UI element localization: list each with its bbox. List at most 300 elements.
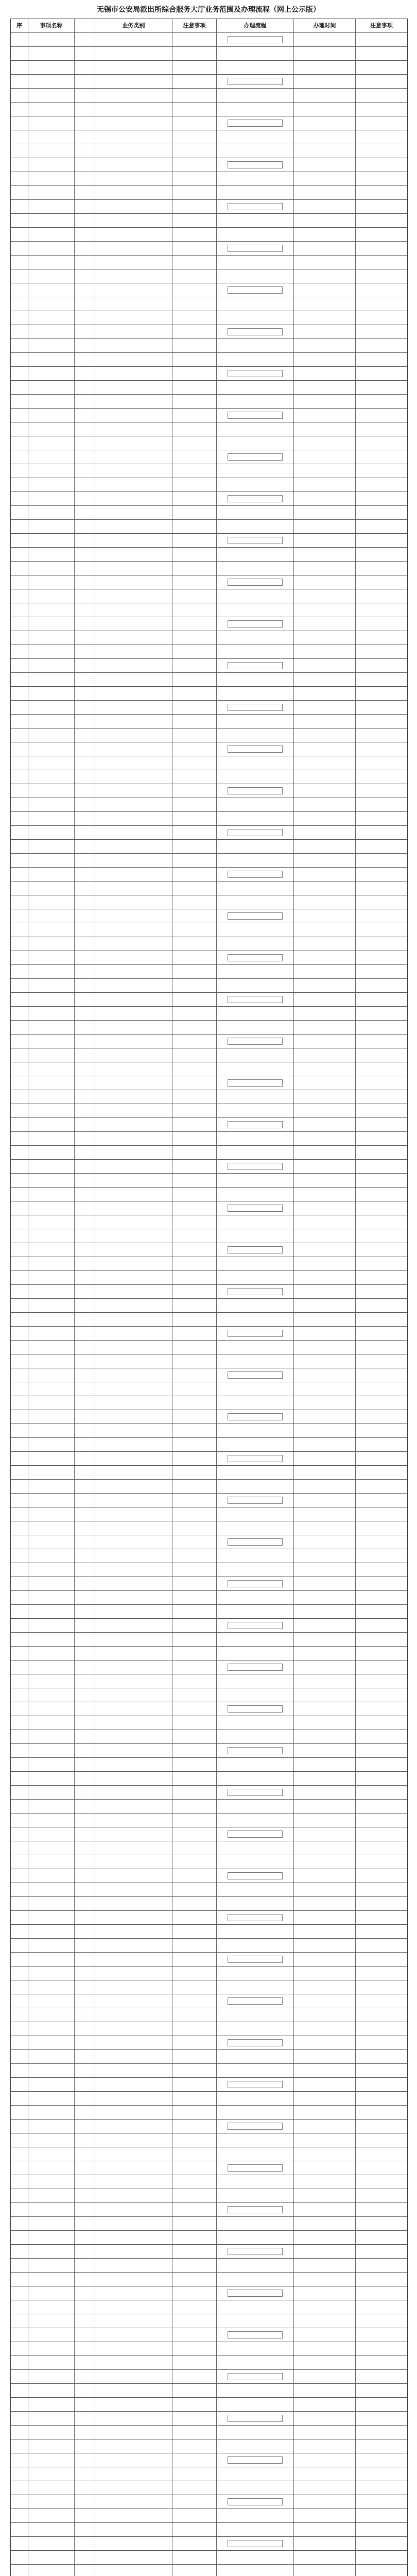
- table-cell: [356, 1076, 407, 1090]
- table-cell: [95, 673, 172, 686]
- table-cell: [75, 1563, 95, 1577]
- table-cell: [172, 283, 217, 297]
- table-cell: [217, 506, 294, 519]
- table-cell: [28, 75, 75, 88]
- table-cell: [11, 2300, 28, 2314]
- table-cell: [356, 1619, 407, 1632]
- table-row: [11, 200, 407, 214]
- table-cell: [294, 1883, 356, 1896]
- table-cell: [356, 520, 407, 533]
- table-cell: [75, 75, 95, 88]
- table-cell: [172, 2537, 217, 2550]
- table-cell: [172, 2286, 217, 2300]
- table-cell: [356, 1855, 407, 1869]
- table-cell: [172, 562, 217, 575]
- table-cell: [95, 1132, 172, 1145]
- table-row: [11, 1744, 407, 1758]
- table-cell: [172, 2217, 217, 2230]
- table-cell: [172, 659, 217, 672]
- table-cell: [95, 1021, 172, 1034]
- table-cell: [95, 1048, 172, 1062]
- table-cell: [217, 659, 294, 672]
- table-row: [11, 242, 407, 256]
- table-cell: [172, 603, 217, 617]
- table-cell: [217, 1563, 294, 1577]
- table-cell: [28, 2050, 75, 2063]
- table-cell: [294, 2537, 356, 2550]
- table-cell: [217, 464, 294, 478]
- table-cell: [95, 1549, 172, 1563]
- table-cell: [356, 826, 407, 839]
- table-cell: [172, 409, 217, 422]
- table-cell: [294, 1271, 356, 1284]
- table-row: [11, 2328, 407, 2342]
- table-cell: [172, 1035, 217, 1048]
- table-cell: [28, 2370, 75, 2383]
- table-cell: [172, 1146, 217, 1159]
- table-cell: [95, 909, 172, 923]
- table-cell: [75, 1382, 95, 1396]
- table-cell: [75, 228, 95, 241]
- table-cell: [294, 784, 356, 798]
- table-cell: [75, 2022, 95, 2036]
- flow-step-box: [228, 2039, 282, 2046]
- table-cell: [75, 1855, 95, 1869]
- table-cell: [294, 1814, 356, 1827]
- table-cell: [294, 506, 356, 519]
- table-cell: [217, 1702, 294, 1716]
- table-row: [11, 1188, 407, 1201]
- table-cell: [172, 1535, 217, 1549]
- table-cell: [11, 1660, 28, 1674]
- table-row: [11, 2245, 407, 2259]
- table-cell: [217, 937, 294, 951]
- table-row: [11, 297, 407, 311]
- table-cell: [28, 2022, 75, 2036]
- table-cell: [356, 1744, 407, 1757]
- table-cell: [28, 1090, 75, 1104]
- table-cell: [172, 214, 217, 227]
- table-cell: [356, 617, 407, 631]
- table-cell: [294, 979, 356, 992]
- table-cell: [28, 1786, 75, 1799]
- table-cell: [356, 75, 407, 88]
- flow-step-box: [228, 871, 282, 878]
- table-cell: [217, 1994, 294, 2008]
- table-row: [11, 1786, 407, 1800]
- table-cell: [356, 2217, 407, 2230]
- table-cell: [28, 784, 75, 798]
- table-cell: [95, 367, 172, 380]
- table-cell: [75, 1758, 95, 1771]
- table-row: [11, 464, 407, 478]
- table-row: [11, 1967, 407, 1980]
- table-cell: [28, 951, 75, 964]
- table-cell: [217, 1925, 294, 1938]
- table-row: [11, 478, 407, 492]
- table-cell: [95, 868, 172, 881]
- table-cell: [356, 798, 407, 811]
- table-cell: [28, 2426, 75, 2439]
- table-row: [11, 2022, 407, 2036]
- table-cell: [75, 1313, 95, 1326]
- table-cell: [28, 1897, 75, 1910]
- table-cell: [11, 1480, 28, 1493]
- table-cell: [294, 923, 356, 937]
- header-process: 办理流程: [217, 19, 294, 32]
- table-cell: [95, 1480, 172, 1493]
- table-cell: [28, 2481, 75, 2495]
- table-cell: [95, 2064, 172, 2077]
- table-cell: [28, 2398, 75, 2411]
- table-cell: [217, 2509, 294, 2522]
- table-cell: [11, 2008, 28, 2022]
- table-cell: [95, 2022, 172, 2036]
- table-cell: [356, 1229, 407, 1243]
- table-cell: [11, 603, 28, 617]
- table-cell: [172, 2398, 217, 2411]
- table-row: [11, 812, 407, 826]
- table-row: [11, 2050, 407, 2064]
- table-cell: [28, 1048, 75, 1062]
- table-cell: [28, 61, 75, 74]
- table-cell: [75, 1897, 95, 1910]
- table-cell: [356, 2412, 407, 2425]
- table-cell: [294, 1104, 356, 1117]
- table-cell: [356, 130, 407, 144]
- table-cell: [217, 728, 294, 742]
- table-cell: [172, 367, 217, 380]
- table-cell: [356, 1563, 407, 1577]
- table-cell: [11, 812, 28, 825]
- table-cell: [11, 1313, 28, 1326]
- table-cell: [172, 2147, 217, 2161]
- table-cell: [217, 2300, 294, 2314]
- table-cell: [356, 2106, 407, 2119]
- table-row: [11, 1146, 407, 1160]
- table-cell: [217, 993, 294, 1006]
- table-cell: [217, 478, 294, 492]
- table-cell: [95, 1647, 172, 1660]
- table-cell: [217, 228, 294, 241]
- table-cell: [95, 2245, 172, 2258]
- table-cell: [28, 687, 75, 700]
- table-cell: [356, 1897, 407, 1910]
- table-cell: [217, 1090, 294, 1104]
- table-cell: [95, 2259, 172, 2272]
- table-cell: [217, 395, 294, 408]
- table-cell: [356, 659, 407, 672]
- table-cell: [11, 2565, 28, 2576]
- table-cell: [11, 228, 28, 241]
- table-cell: [28, 2036, 75, 2049]
- table-cell: [356, 770, 407, 784]
- table-cell: [294, 2008, 356, 2022]
- table-cell: [95, 2453, 172, 2467]
- header-item-name: 事项名称: [28, 19, 75, 32]
- table-cell: [95, 2133, 172, 2147]
- table-cell: [11, 965, 28, 978]
- table-cell: [356, 409, 407, 422]
- table-cell: [356, 2467, 407, 2481]
- table-cell: [11, 464, 28, 478]
- table-cell: [28, 1535, 75, 1549]
- table-cell: [95, 715, 172, 728]
- table-cell: [172, 2453, 217, 2467]
- table-cell: [75, 33, 95, 46]
- table-cell: [356, 1953, 407, 1966]
- table-cell: [95, 756, 172, 770]
- table-cell: [356, 784, 407, 798]
- table-cell: [28, 715, 75, 728]
- table-cell: [356, 1118, 407, 1131]
- table-cell: [294, 1786, 356, 1799]
- table-cell: [28, 937, 75, 951]
- table-cell: [172, 631, 217, 645]
- table-cell: [294, 937, 356, 951]
- table-cell: [28, 1174, 75, 1187]
- table-cell: [217, 1494, 294, 1507]
- table-row: [11, 1410, 407, 1424]
- table-cell: [11, 534, 28, 547]
- table-cell: [172, 297, 217, 311]
- table-cell: [172, 186, 217, 199]
- table-cell: [172, 2412, 217, 2425]
- table-cell: [95, 589, 172, 603]
- table-cell: [294, 2565, 356, 2576]
- flow-step-box: [228, 1956, 282, 1963]
- table-cell: [172, 1953, 217, 1966]
- table-cell: [95, 1897, 172, 1910]
- table-row: [11, 784, 407, 798]
- table-cell: [172, 1188, 217, 1201]
- table-cell: [11, 395, 28, 408]
- table-cell: [95, 381, 172, 394]
- table-cell: [28, 2106, 75, 2119]
- table-cell: [28, 1021, 75, 1034]
- table-cell: [75, 770, 95, 784]
- table-cell: [11, 1647, 28, 1660]
- table-cell: [356, 200, 407, 213]
- table-row: [11, 562, 407, 575]
- table-cell: [28, 1939, 75, 1952]
- table-cell: [217, 2342, 294, 2355]
- table-cell: [172, 1452, 217, 1465]
- table-cell: [95, 2439, 172, 2453]
- table-cell: [294, 798, 356, 811]
- table-cell: [172, 1939, 217, 1952]
- table-cell: [294, 1549, 356, 1563]
- table-cell: [11, 256, 28, 269]
- table-row: [11, 2426, 407, 2439]
- table-cell: [28, 993, 75, 1006]
- table-row: [11, 1660, 407, 1674]
- table-row: [11, 1549, 407, 1563]
- table-cell: [217, 979, 294, 992]
- table-row: [11, 645, 407, 659]
- table-cell: [356, 283, 407, 297]
- table-cell: [28, 965, 75, 978]
- table-cell: [11, 840, 28, 853]
- table-cell: [172, 2133, 217, 2147]
- table-cell: [294, 1452, 356, 1465]
- table-cell: [95, 1800, 172, 1813]
- table-cell: [75, 353, 95, 366]
- table-cell: [172, 1758, 217, 1771]
- table-row: [11, 1354, 407, 1368]
- table-cell: [294, 2356, 356, 2369]
- table-cell: [356, 1243, 407, 1257]
- table-cell: [11, 909, 28, 923]
- table-cell: [75, 882, 95, 895]
- table-cell: [294, 965, 356, 978]
- table-cell: [356, 1591, 407, 1604]
- table-cell: [172, 325, 217, 338]
- table-cell: [294, 1396, 356, 1410]
- table-cell: [11, 631, 28, 645]
- table-cell: [11, 1827, 28, 1841]
- table-cell: [95, 645, 172, 658]
- table-cell: [28, 1827, 75, 1841]
- table-cell: [172, 89, 217, 102]
- table-cell: [172, 2022, 217, 2036]
- table-row: [11, 75, 407, 89]
- table-cell: [294, 1048, 356, 1062]
- table-cell: [11, 1911, 28, 1924]
- table-cell: [95, 1382, 172, 1396]
- table-cell: [294, 1758, 356, 1771]
- table-cell: [28, 1841, 75, 1855]
- table-cell: [95, 2412, 172, 2425]
- table-cell: [95, 770, 172, 784]
- table-cell: [95, 979, 172, 992]
- table-row: [11, 2189, 407, 2203]
- table-cell: [75, 728, 95, 742]
- table-cell: [95, 2036, 172, 2049]
- table-cell: [294, 214, 356, 227]
- table-row: [11, 2300, 407, 2314]
- table-cell: [217, 826, 294, 839]
- table-cell: [95, 1535, 172, 1549]
- table-row: [11, 186, 407, 200]
- table-row: [11, 450, 407, 464]
- table-cell: [172, 353, 217, 366]
- table-cell: [217, 1883, 294, 1896]
- table-cell: [356, 1007, 407, 1020]
- table-cell: [217, 1967, 294, 1980]
- table-cell: [294, 909, 356, 923]
- table-row: [11, 1716, 407, 1730]
- table-cell: [172, 1382, 217, 1396]
- table-cell: [95, 2092, 172, 2105]
- table-cell: [95, 2551, 172, 2564]
- table-cell: [356, 506, 407, 519]
- flow-step-box: [228, 1997, 282, 2005]
- table-cell: [294, 1800, 356, 1813]
- table-cell: [28, 200, 75, 213]
- table-cell: [11, 742, 28, 756]
- table-cell: [28, 2551, 75, 2564]
- table-cell: [172, 1744, 217, 1757]
- table-cell: [356, 436, 407, 450]
- table-cell: [75, 1243, 95, 1257]
- table-cell: [11, 2259, 28, 2272]
- table-cell: [217, 1814, 294, 1827]
- table-cell: [217, 1201, 294, 1215]
- table-cell: [217, 1341, 294, 1354]
- table-cell: [28, 1215, 75, 1229]
- table-cell: [75, 506, 95, 519]
- table-cell: [172, 1396, 217, 1410]
- table-cell: [75, 2481, 95, 2495]
- table-row: [11, 631, 407, 645]
- table-header: [11, 19, 407, 33]
- table-cell: [217, 1132, 294, 1145]
- table-cell: [75, 450, 95, 464]
- table-cell: [356, 1911, 407, 1924]
- table-cell: [172, 2008, 217, 2022]
- table-cell: [28, 534, 75, 547]
- table-cell: [217, 1980, 294, 1994]
- table-cell: [356, 1994, 407, 2008]
- table-cell: [11, 1160, 28, 1173]
- table-cell: [75, 1688, 95, 1702]
- table-cell: [75, 436, 95, 450]
- table-cell: [75, 1188, 95, 1201]
- table-cell: [294, 2495, 356, 2509]
- table-cell: [294, 1313, 356, 1326]
- table-cell: [75, 1507, 95, 1521]
- table-cell: [95, 826, 172, 839]
- table-cell: [75, 2412, 95, 2425]
- table-cell: [28, 2523, 75, 2536]
- table-cell: [75, 381, 95, 394]
- table-cell: [75, 617, 95, 631]
- flow-step-box: [228, 2331, 282, 2338]
- table-cell: [75, 1452, 95, 1465]
- table-cell: [356, 1939, 407, 1952]
- table-row: [11, 2203, 407, 2217]
- table-cell: [95, 534, 172, 547]
- table-cell: [28, 548, 75, 561]
- table-cell: [294, 61, 356, 74]
- table-cell: [75, 2106, 95, 2119]
- table-cell: [95, 1702, 172, 1716]
- table-cell: [11, 283, 28, 297]
- table-cell: [75, 979, 95, 992]
- table-row: [11, 2453, 407, 2467]
- table-cell: [75, 993, 95, 1006]
- table-cell: [217, 784, 294, 798]
- table-cell: [11, 770, 28, 784]
- table-cell: [217, 1299, 294, 1312]
- table-cell: [75, 1619, 95, 1632]
- table-cell: [95, 1939, 172, 1952]
- table-cell: [11, 589, 28, 603]
- table-cell: [75, 1994, 95, 2008]
- table-cell: [356, 979, 407, 992]
- table-cell: [356, 214, 407, 227]
- table-cell: [294, 2551, 356, 2564]
- table-cell: [356, 1313, 407, 1326]
- table-cell: [217, 1674, 294, 1688]
- table-cell: [294, 1827, 356, 1841]
- table-cell: [28, 1911, 75, 1924]
- table-cell: [95, 1327, 172, 1340]
- table-cell: [356, 854, 407, 867]
- table-cell: [11, 1021, 28, 1034]
- table-cell: [28, 367, 75, 380]
